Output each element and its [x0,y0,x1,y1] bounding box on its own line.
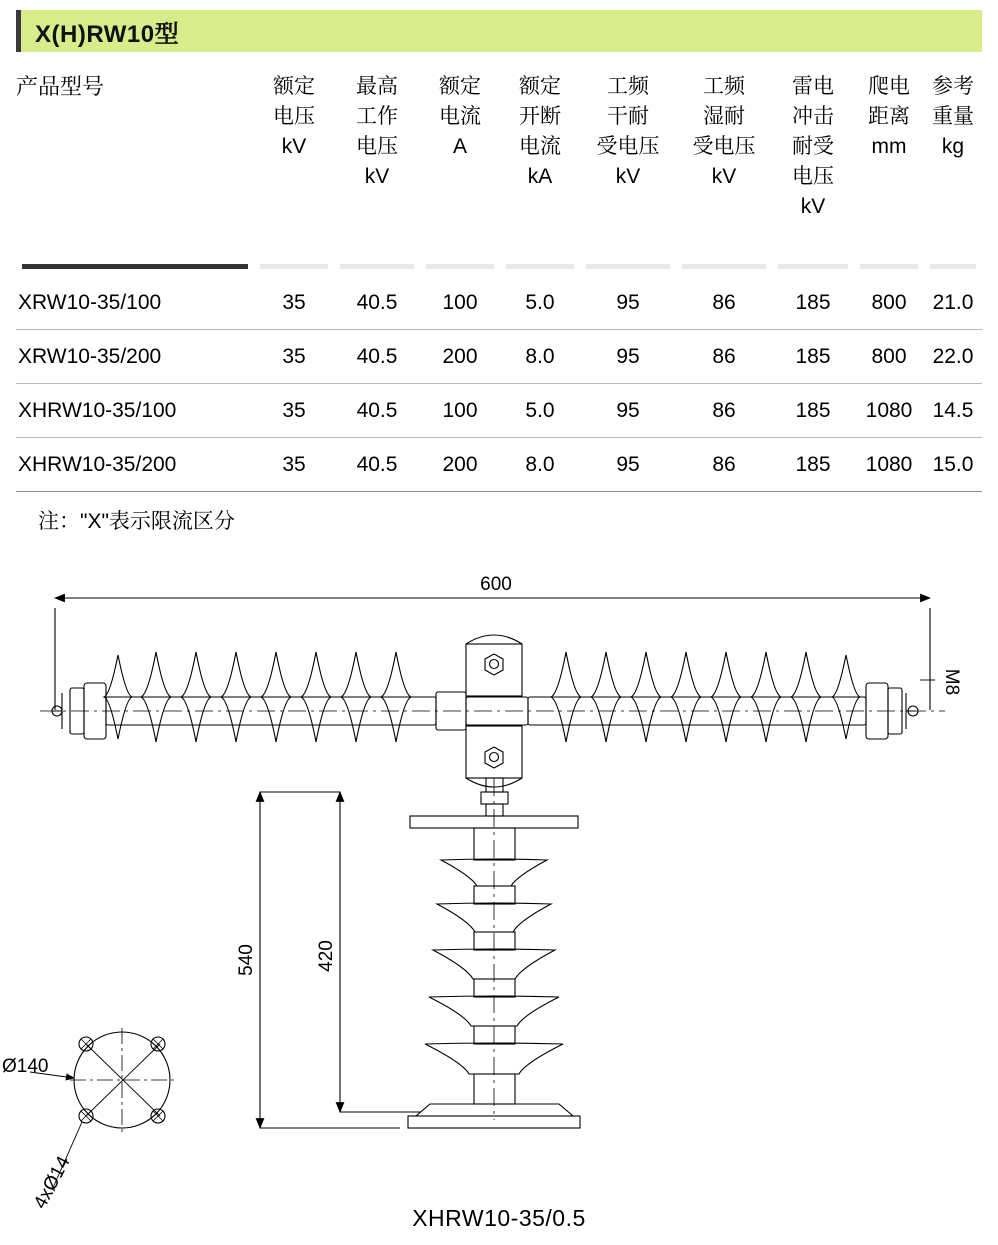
header-line: kV [800,195,826,218]
header-line: A [452,135,467,158]
header-rule-segment [334,264,420,276]
header-line: 冲击 [792,105,834,128]
cell-value: 95 [580,276,676,330]
cell-value: 185 [772,438,854,492]
technical-drawing [0,560,998,1240]
header-line: 开断 [519,105,561,128]
header-rule-segment [676,264,772,276]
cell-value: 8.0 [500,438,580,492]
header-line: 干耐 [607,105,649,128]
table-row [16,438,982,492]
cell-model: XRW10-35/100 [16,276,254,330]
header-line: 电压 [792,165,834,188]
cell-value: 40.5 [334,330,420,384]
column-header-power-freq-wet [676,72,772,264]
column-header-model [16,72,254,264]
header-line: kV [711,165,737,188]
drawing-svg [0,560,998,1240]
header-rule-segment [772,264,854,276]
cell-value: 95 [580,384,676,438]
cell-value: 35 [254,384,334,438]
column-header-max-working-voltage [334,72,420,264]
dim-inner-height-label: 420 [316,940,337,972]
cell-value: 8.0 [500,330,580,384]
cell-value: 40.5 [334,276,420,330]
header-line: 湿耐 [703,105,745,128]
cell-value: 95 [580,438,676,492]
cell-value: 86 [676,384,772,438]
cell-value: 35 [254,276,334,330]
column-header-rated-voltage [254,72,334,264]
header-line: kA [527,165,553,188]
header-rule-segment [924,264,982,276]
header-line: 电压 [356,135,398,158]
cell-value: 35 [254,330,334,384]
page-title: X(H)RW10型 [35,20,180,48]
header-line: 爬电 [868,75,910,98]
cell-value: 40.5 [334,438,420,492]
header-line: kV [364,165,390,188]
table-note: 注："X"表示限流区分 [38,510,235,533]
cell-value: 185 [772,384,854,438]
header-line: mm [871,135,907,158]
header-rule-segment [500,264,580,276]
cell-model: XHRW10-35/100 [16,384,254,438]
cell-value: 200 [420,330,500,384]
cell-value: 200 [420,438,500,492]
cell-value: 5.0 [500,276,580,330]
header-line: 最高 [356,75,398,98]
column-header-rated-breaking-current [500,72,580,264]
header-line: 工作 [356,105,398,128]
cell-value: 95 [580,330,676,384]
spec-table [16,72,982,492]
header-line: kV [281,135,307,158]
dim-total-height-label: 540 [236,944,257,976]
cell-value: 86 [676,438,772,492]
cell-value: 35 [254,438,334,492]
table-header-row [16,72,982,264]
header-line: 受电压 [596,135,660,158]
cell-value: 100 [420,276,500,330]
cell-value: 86 [676,330,772,384]
header-line: 电压 [273,105,315,128]
cell-value: 14.5 [924,384,982,438]
table-row [16,276,982,330]
header-line: 参考 [932,75,974,98]
cell-value: 86 [676,276,772,330]
cell-value: 185 [772,330,854,384]
drawing-caption: XHRW10-35/0.5 [412,1205,586,1231]
table-row [16,384,982,438]
header-line: 耐受 [792,135,834,158]
cell-value: 800 [854,330,924,384]
table-header [16,72,982,276]
column-header-creepage-distance [854,72,924,264]
header-line: 距离 [868,105,910,128]
header-line: 受电压 [692,135,756,158]
cell-value: 185 [772,276,854,330]
dim-width-label: 600 [480,574,512,595]
header-line: 额定 [273,75,315,98]
table-body [16,276,982,492]
header-rule-segment [580,264,676,276]
header-line: 电流 [519,135,561,158]
table-row [16,330,982,384]
title-bar [16,10,982,52]
column-header-reference-weight [924,72,982,264]
header-rule-segment [854,264,924,276]
header-line: 工频 [607,75,649,98]
column-header-rated-current [420,72,500,264]
header-line: 工频 [703,75,745,98]
cell-value: 800 [854,276,924,330]
header-line: kg [941,135,965,158]
cell-value: 1080 [854,384,924,438]
header-rule-segment [254,264,334,276]
dim-thread-label: M8 [941,668,962,696]
header-line: 重量 [932,105,974,128]
header-line: 雷电 [792,75,834,98]
dim-holes-label: 4xØ14 [29,1153,75,1213]
header-rule-row [16,264,982,276]
title-accent-bar [16,10,21,52]
cell-value: 5.0 [500,384,580,438]
header-rule-segment [16,264,254,276]
column-header-power-freq-dry [580,72,676,264]
cell-value: 40.5 [334,384,420,438]
cell-value: 22.0 [924,330,982,384]
header-line: 产品型号 [16,74,105,99]
cell-value: 15.0 [924,438,982,492]
header-line: 额定 [439,75,481,98]
column-header-lightning-impulse [772,72,854,264]
dim-circle-label: Ø140 [2,1056,49,1077]
cell-value: 1080 [854,438,924,492]
cell-value: 21.0 [924,276,982,330]
header-rule-segment [420,264,500,276]
cell-model: XHRW10-35/200 [16,438,254,492]
cell-model: XRW10-35/200 [16,330,254,384]
header-line: kV [615,165,641,188]
header-line: 额定 [519,75,561,98]
header-line: 电流 [439,105,481,128]
cell-value: 100 [420,384,500,438]
